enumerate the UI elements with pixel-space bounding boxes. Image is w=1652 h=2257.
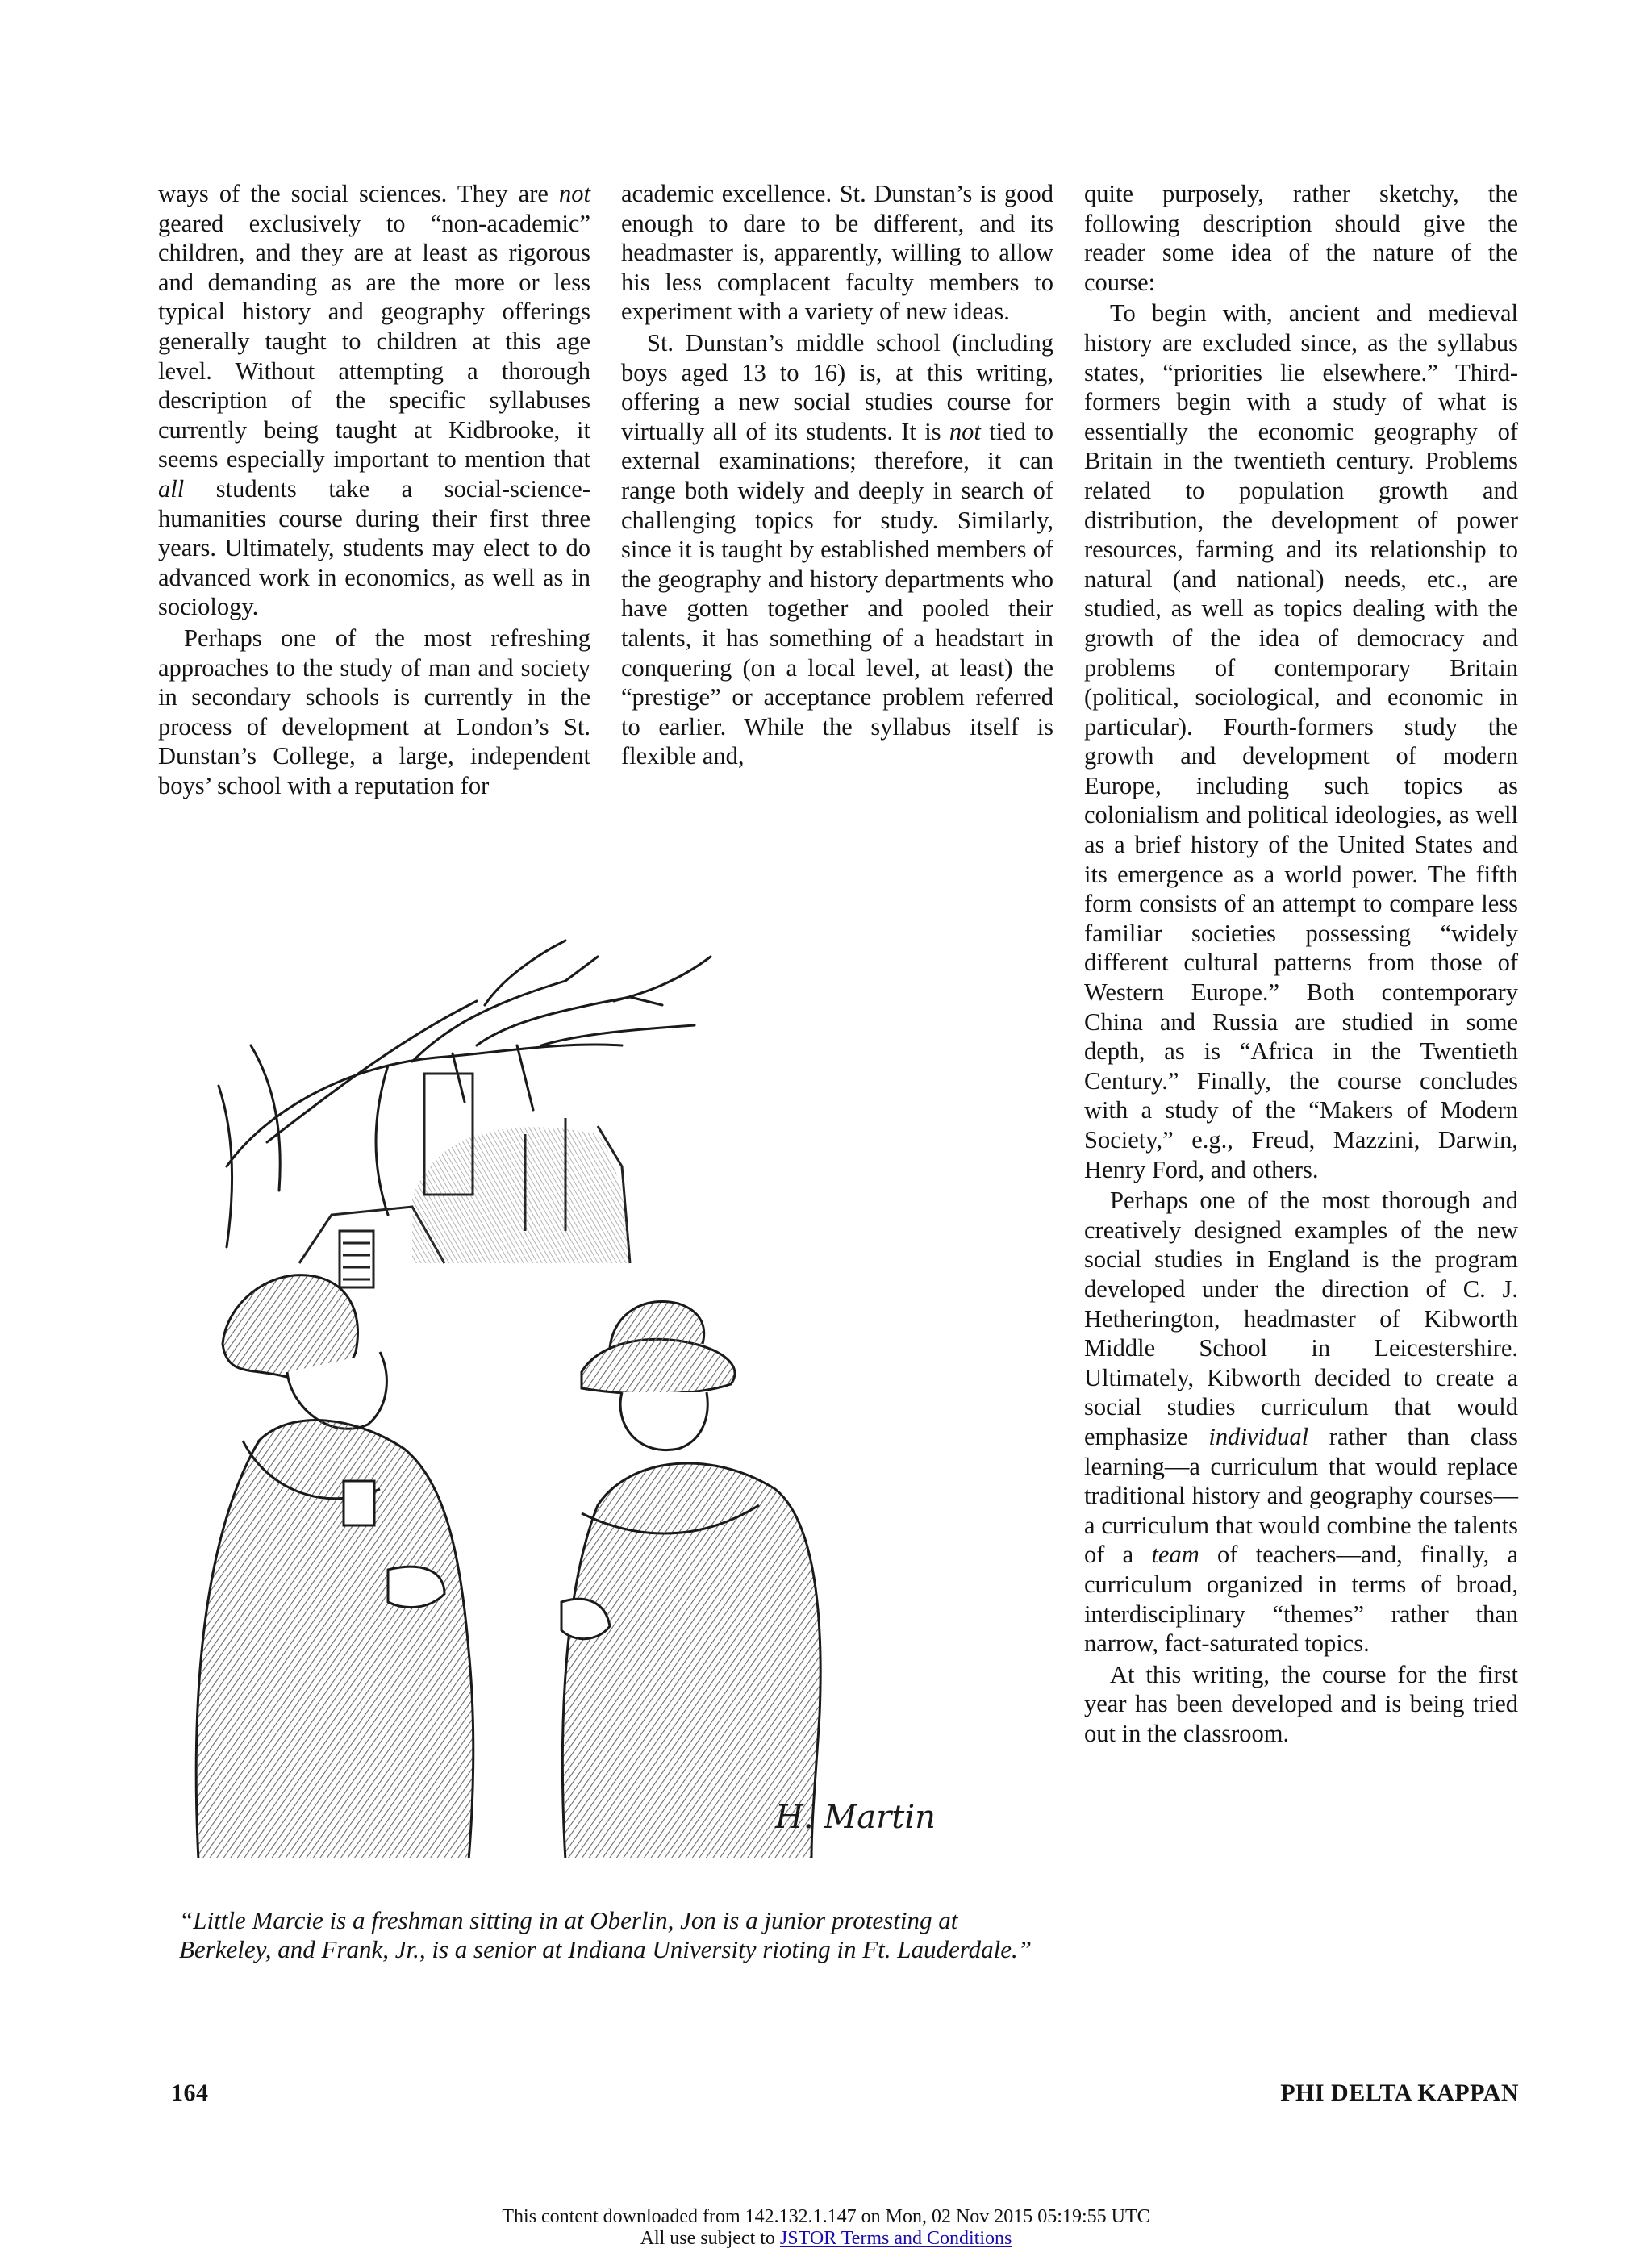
col2-paragraph-1: academic excellence. St. Dunstan’s is good enough to dare to be different, and its headmaster is, apparently, willing to allow his less complacent faculty members to experiment with a variety of new ideas. (621, 180, 1053, 326)
col1-paragraph-1: ways of the social sciences. They are not geared exclusively to “non-academic” children, and they are at least as rigorous and demanding as are the more or less typical history and geography offerings generally taught to children at this age level. Without attempting a thorough description of the specific syllabuses currently being taught at Kidbrooke, it seems especially important to mention that all students take a social-science-humanities course during their first three years. Ultimately, students may elect to do advanced work in economics, as well as in sociology. (158, 180, 590, 621)
column-1 (158, 179, 590, 800)
column-2 (621, 179, 1053, 771)
jstor-terms-link[interactable]: JSTOR Terms and Conditions (779, 2228, 1012, 2249)
col3-paragraph-3: Perhaps one of the most thorough and creatively designed examples of the new social studies in England is the program developed under the direction of C. J. Hetherington, headmaster of Kibworth Middle School in Leicestershire. Ultimately, Kibworth decided to create a social studies curriculum that would emphasize individual rather than class learning—a curriculum that would replace traditional history and geography courses—a curriculum that would combine the talents of a team of teachers—and, finally, a curriculum organized in terms of broad, interdisciplinary “themes” rather than narrow, fact-saturated topics. (1084, 1187, 1518, 1658)
col3-paragraph-2: To begin with, ancient and medieval history are excluded since, as the syllabus states, “priorities lie elsewhere.” Third-formers begin with a study of what is essentially the economic geography of Britain in the twentieth century. Problems related to population growth and distribution, the development of power resources, farming and its relationship to natural (and national) needs, etc., are studied, as well as topics dealing with the growth of the idea of democracy and problems of contemporary Britain (political, sociological, and economic in particular). Fourth-formers study the growth and development of modern Europe, including such topics as colonialism and political ideologies, as well as a brief history of the United States and its emergence as a world power. The fifth form consists of an attempt to compare less familiar societies possessing “widely different cultural patterns from those of Western Europe.” Both contemporary China and Russia are studied in some depth, as is “Africa in the Twentieth Century.” Finally, the course concludes with a study of the “Makers of Modern Society,” e.g., Freud, Mazzini, Darwin, Henry Ford, and others. (1084, 299, 1518, 1183)
col3-paragraph-4: At this writing, the course for the first year has been developed and is being tried out in the classroom. (1084, 1660, 1518, 1747)
download-notice: This content downloaded from 142.132.1.147 on Mon, 02 Nov 2015 05:19:55 UTC (502, 2206, 1150, 2227)
col1-paragraph-2: Perhaps one of the most refreshing approaches to the study of man and society in secondary schools is currently in the process of development at London’s St. Dunstan’s College, a large, independent boys’ school with a reputation for (158, 624, 590, 799)
column-3 (1084, 179, 1518, 1748)
terms-notice: All use subject to JSTOR Terms and Conditions (640, 2228, 1012, 2249)
emphasis-all: all (158, 474, 185, 503)
emphasis-not: not (949, 417, 981, 445)
cartoon-drawing (146, 924, 956, 1865)
page-number: 164 (171, 2080, 209, 2106)
cartoon-illustration (146, 924, 956, 1865)
emphasis-not: not (559, 180, 590, 207)
col3-paragraph-1: quite purposely, rather sketchy, the following description should give the reader some idea of the nature of the course: (1084, 180, 1518, 296)
cartoon-signature: H. Martin (775, 1799, 936, 1836)
cartoon-caption: “Little Marcie is a freshman sitting in at Oberlin, Jon is a junior protesting at Berkeley, and Frank, Jr., is a senior at Indiana University rioting in Ft. Lauderdale.” (179, 1906, 1032, 1964)
journal-name: PHI DELTA KAPPAN (1280, 2080, 1519, 2106)
emphasis-individual: individual (1208, 1422, 1309, 1450)
col2-paragraph-2: St. Dunstan’s middle school (including boys aged 13 to 16) is, at this writing, offering a new social studies course for virtually all of its students. It is not tied to external examinations; therefore, it can range both widely and deeply in search of challenging topics for study. Similarly, since it is taught by established members of the geography and history departments who have gotten together and pooled their talents, it has something of a headstart in conquering (on a local level, at least) the “prestige” or acceptance problem referred to earlier. While the syllabus itself is flexible and, (621, 328, 1053, 770)
paper-cup (344, 1481, 374, 1525)
emphasis-team: team (1151, 1541, 1199, 1569)
